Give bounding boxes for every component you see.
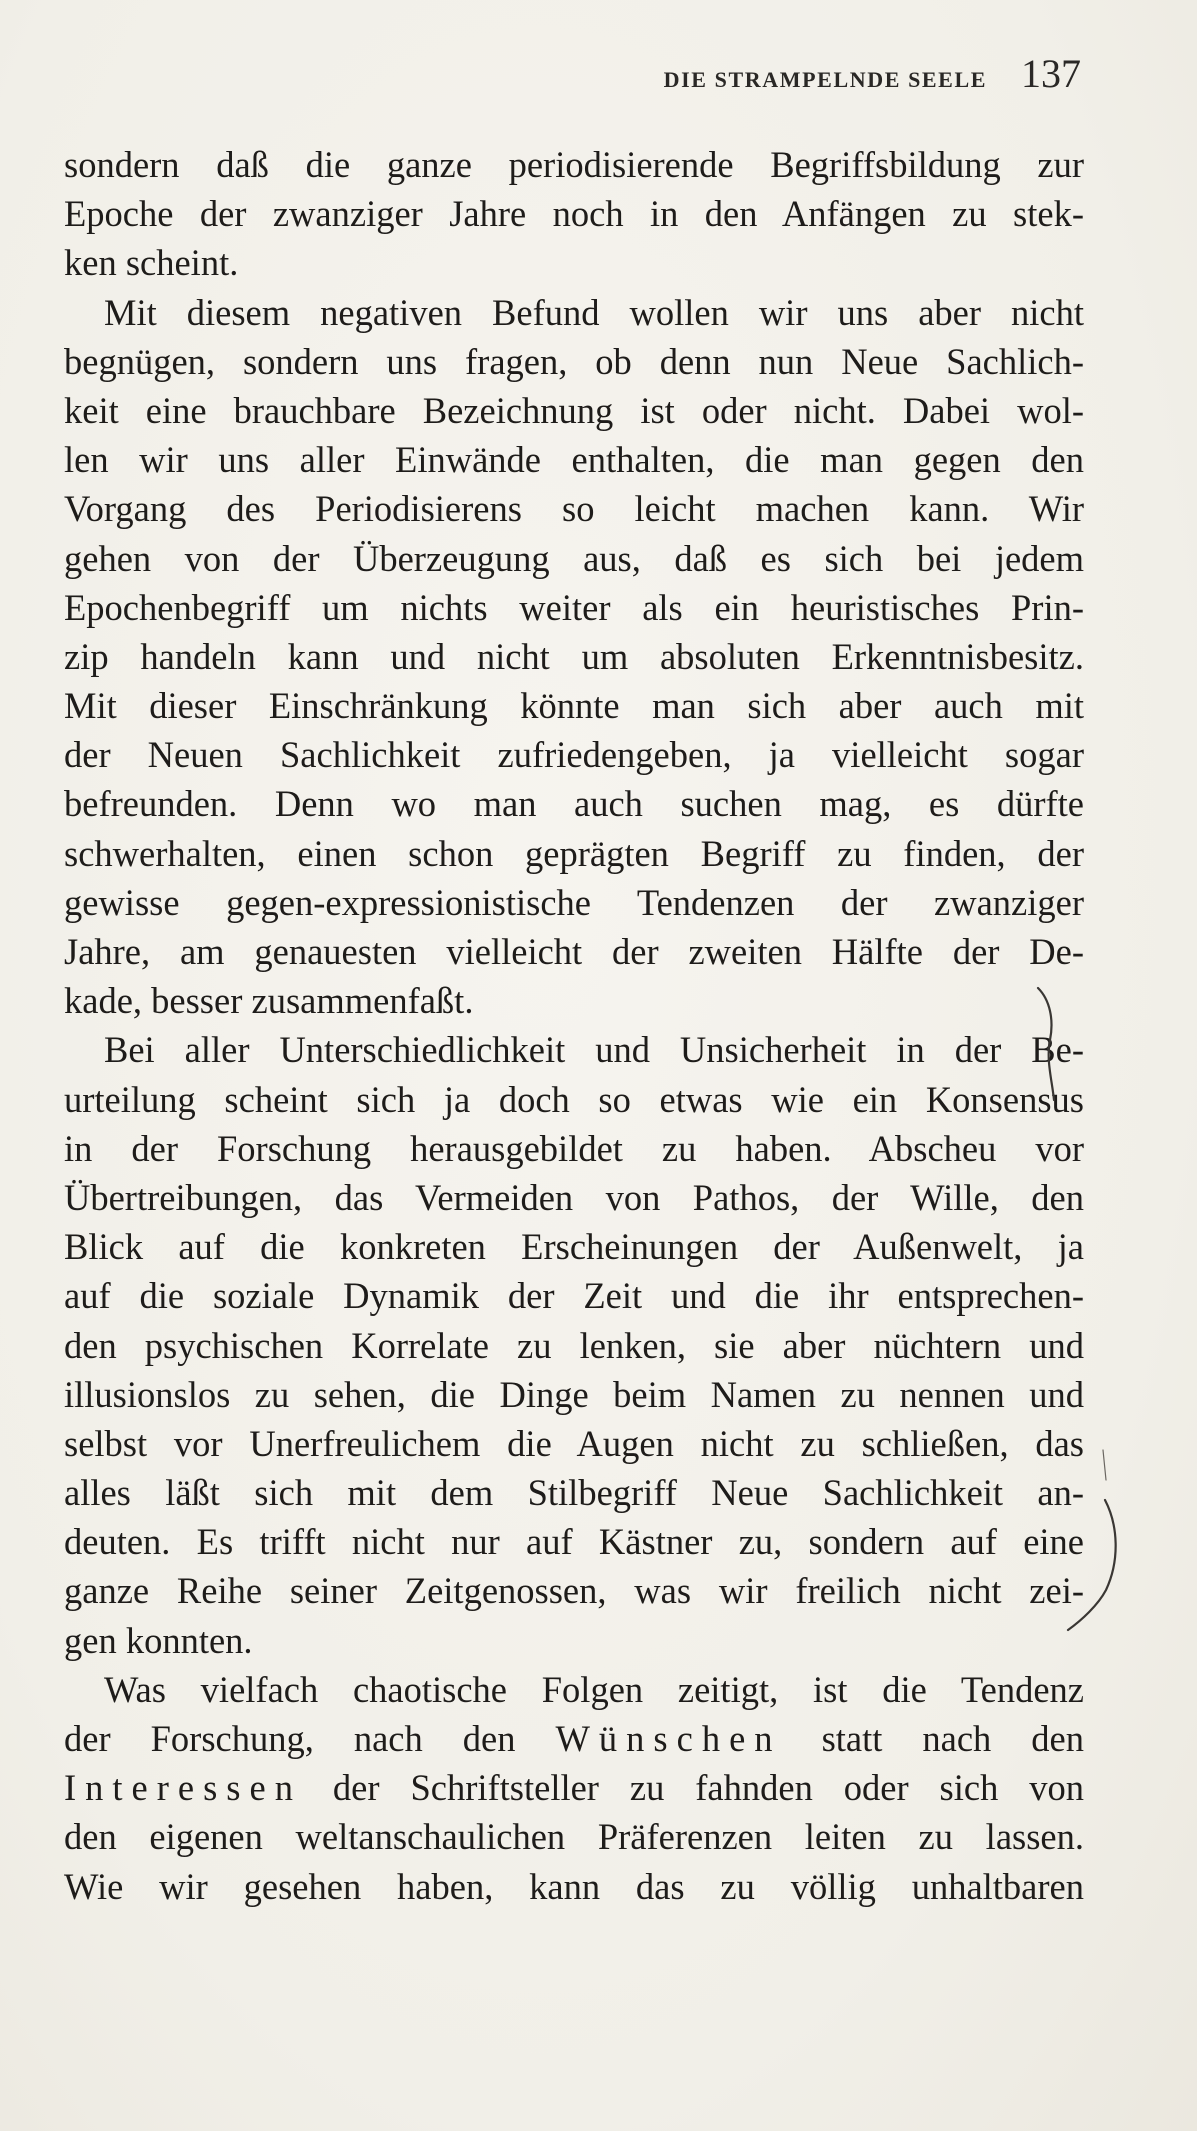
- text-line: Wie wir gesehen haben, kann das zu völlig unhaltbaren: [64, 1865, 1084, 1907]
- paragraph-3: [64, 1025, 1084, 1664]
- paragraph-4: [64, 1665, 1084, 1911]
- text-segment: statt nach den: [821, 1718, 1085, 1759]
- text-segment: der Forschung, nach den: [64, 1718, 516, 1759]
- paragraph-2: [64, 288, 1084, 1026]
- text-line: Mit diesem negativen Befund wollen wir uns aber nicht: [104, 291, 1084, 333]
- page-header: [664, 50, 1081, 97]
- text-line: alles läßt sich mit dem Stilbegriff Neue Sachlichkeit an-: [64, 1472, 1084, 1514]
- text-line: Epochenbegriff um nichts weiter als ein heuristisches Prin-: [64, 586, 1084, 628]
- text-line: begnügen, sondern uns fragen, ob denn nun Neue Sachlich-: [64, 340, 1084, 382]
- text-segment: der Schriftsteller zu fahnden oder sich von: [332, 1767, 1085, 1809]
- text-line: Epoche der zwanziger Jahre noch in den Anfängen zu stek-: [64, 193, 1084, 235]
- text-line: illusionslos zu sehen, die Dinge beim Namen zu nennen und: [64, 1373, 1084, 1415]
- text-line: gen konnten.: [64, 1619, 253, 1661]
- text-line: Was vielfach chaotische Folgen zeitigt, ist die Tendenz: [104, 1668, 1084, 1710]
- text-line: Übertreibungen, das Vermeiden von Pathos, der Wille, den: [64, 1176, 1084, 1218]
- text-line: Blick auf die konkreten Erscheinungen der Außenwelt, ja: [64, 1226, 1084, 1268]
- text-line: befreunden. Denn wo man auch suchen mag, es dürfte: [64, 783, 1084, 825]
- text-line: urteilung scheint sich ja doch so etwas wie ein Konsensus: [64, 1078, 1084, 1120]
- running-head: DIE STRAMPELNDE SEELE: [663, 67, 987, 92]
- text-line: schwerhalten, einen schon geprägten Begriff zu finden, der: [64, 832, 1084, 874]
- text-line: [64, 1714, 1084, 1763]
- text-line: Vorgang des Periodisierens so leicht machen kann. Wir: [64, 488, 1084, 530]
- text-line: [64, 1763, 1084, 1812]
- text-line: len wir uns aller Einwände enthalten, die man gegen den: [64, 439, 1084, 481]
- text-line: Mit dieser Einschränkung könnte man sich aber auch mit: [64, 685, 1084, 727]
- text-line: Bei aller Unterschiedlichkeit und Unsicherheit in der Be-: [104, 1029, 1084, 1071]
- text-line: Jahre, am genauesten vielleicht der zweiten Hälfte der De-: [64, 931, 1084, 972]
- text-line: ken scheint.: [64, 242, 239, 284]
- text-line: gehen von der Überzeugung aus, daß es sich bei jedem: [64, 537, 1084, 579]
- text-line: kade, besser zusammenfaßt.: [64, 980, 474, 1022]
- text-line: der Neuen Sachlichkeit zufriedengeben, ja vielleicht sogar: [64, 734, 1084, 776]
- text-line: in der Forschung herausgebildet zu haben. Abscheu vor: [64, 1127, 1084, 1169]
- text-line: deuten. Es trifft nicht nur auf Kästner zu, sondern auf eine: [64, 1521, 1084, 1563]
- page-number: 137: [1021, 51, 1081, 96]
- paragraph-1: [64, 140, 1084, 288]
- text-line: selbst vor Unerfreulichem die Augen nicht zu schließen, das: [64, 1422, 1084, 1464]
- text-line: zip handeln kann und nicht um absoluten Erkenntnisbesitz.: [64, 635, 1084, 677]
- emphasis-spaced: Interessen: [64, 1767, 302, 1809]
- text-line: sondern daß die ganze periodisierende Begriffsbildung zur: [64, 144, 1084, 185]
- text-line: den eigenen weltanschaulichen Präferenzen leiten zu lassen.: [64, 1816, 1084, 1858]
- emphasis-spaced: Wünschen: [555, 1718, 782, 1759]
- text-line: gewisse gegen-expressionistische Tendenzen der zwanziger: [64, 881, 1084, 923]
- text-line: auf die soziale Dynamik der Zeit und die ihr entsprechen-: [64, 1275, 1084, 1317]
- body-text: [64, 140, 1084, 1911]
- text-line: ganze Reihe seiner Zeitgenossen, was wir freilich nicht zei-: [64, 1570, 1084, 1612]
- text-line: keit eine brauchbare Bezeichnung ist oder nicht. Dabei wol-: [64, 389, 1084, 431]
- text-line: den psychischen Korrelate zu lenken, sie aber nüchtern und: [64, 1324, 1084, 1366]
